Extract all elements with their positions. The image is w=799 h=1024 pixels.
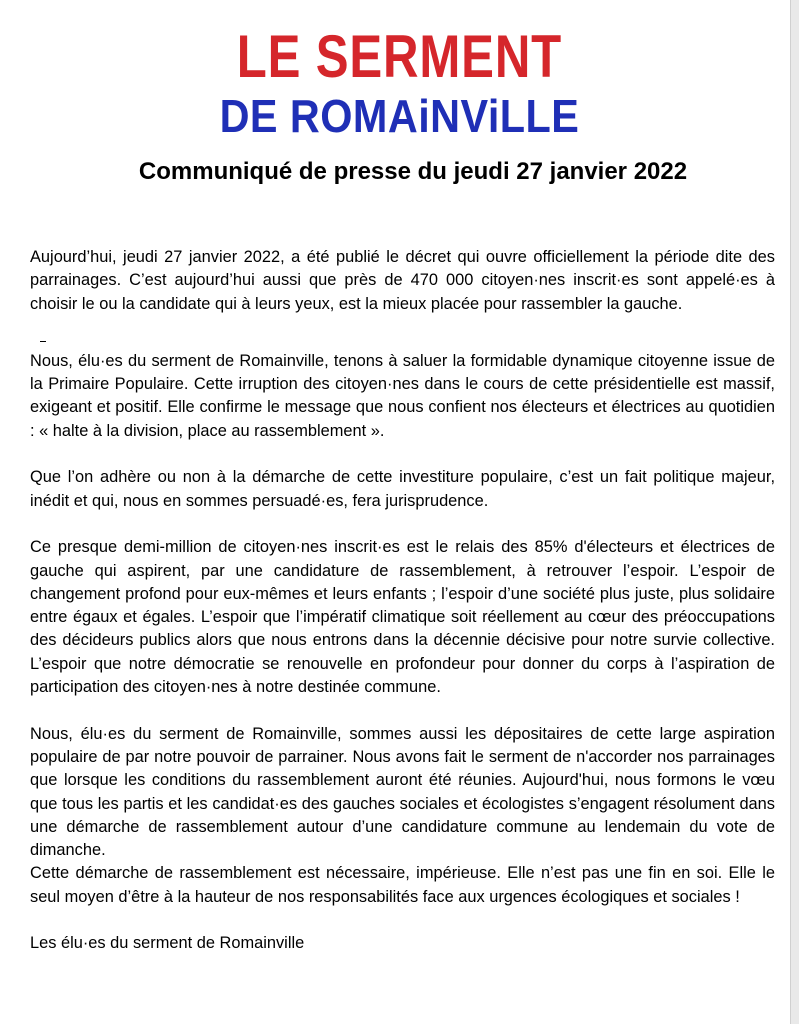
paragraph-6: Cette démarche de rassemblement est nécessaire, impérieuse. Elle n’est pas une fin en soi. Elle le seul moyen d’être à la hauteur de nos responsabilités face aux urgences écologiques et sociales ! xyxy=(30,864,775,906)
press-release-body xyxy=(30,246,775,956)
paragraph-4: Ce presque demi-million de citoyen·nes inscrit·es est le relais des 85% d'électeurs et électrices de gauche qui aspirent, par une candidature de rassemblement, à retrouver l’espoir. L’espoir de changement profond pour eux-mêmes et leurs enfants ; l’espoir d’une société plus juste, plus solidaire entre égaux et égales. L’espoir que l’impératif climatique soit réellement au cœur des préoccupations des décideurs publics alors que nous entrons dans la décennie décisive pour notre survie collective. L’espoir que notre démocratie se renouvelle en profondeur pour donner du corps à l’aspiration de participation des citoyen·nes à notre destinée commune. xyxy=(30,538,775,697)
press-release-subtitle: Communiqué de presse du jeudi 27 janvier 2022 xyxy=(138,158,688,185)
paragraph-1: Aujourd’hui, jeudi 27 janvier 2022, a été publié le décret qui ouvre officiellement la période dite des parrainages. C’est aujourd’hui aussi que près de 470 000 citoyen·nes inscrit·es sont appelé·es à choisir le ou la candidate qui à leurs yeux, est la mieux placée pour rassembler la gauche. xyxy=(30,248,775,313)
signature-line: Les élu·es du serment de Romainville xyxy=(30,934,305,953)
title-line-2: DE ROMAiNViLLE xyxy=(219,90,580,142)
title-line-1: LE SERMENT xyxy=(236,23,563,90)
paragraph-2: Nous, élu·es du serment de Romainville, tenons à saluer la formidable dynamique citoyenne issue de la Primaire Populaire. Cette irruption des citoyen·nes dans le cours de cette présidentielle est massif, exigeant et positif. Elle confirme le message que nous confient nos électeurs et électrices au quotidien : « halte à la division, place au rassemblement ». xyxy=(30,351,775,440)
paragraph-3: Que l’on adhère ou non à la démarche de cette investiture populaire, c’est un fait politique majeur, inédit et qui, nous en sommes persuadé·es, fera jurisprudence. xyxy=(30,468,775,510)
paragraph-5: Nous, élu·es du serment de Romainville, sommes aussi les dépositaires de cette large aspiration populaire de par notre pouvoir de parrainer. Nous avons fait le serment de n'accorder nos parrainages que lorsque les conditions du rassemblement auront été réunies. Aujourd'hui, nous formons le vœu que tous les partis et les candidat·es des gauches sociales et écologistes s’engagent résolument dans une démarche de rassemblement autour d’une candidature commune au lendemain du vote de dimanche. xyxy=(30,724,775,860)
